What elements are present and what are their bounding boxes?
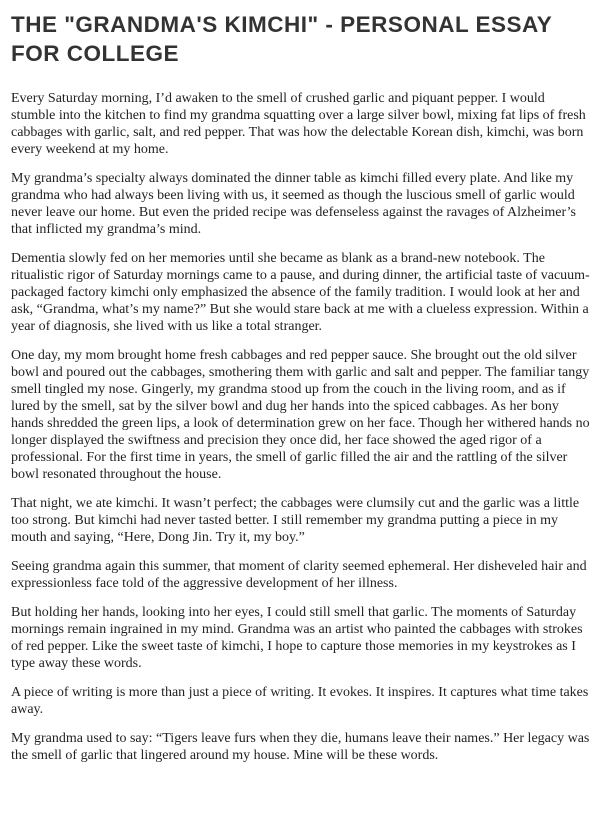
essay-paragraph-7: But holding her hands, looking into her eyes, I could still smell that garlic. The moments of Saturday mornings remain ingrained in my mind. Grandma was an artist who painted the cabbages with strokes of red pepper. Like the sweet taste of kimchi, I hope to capture those memories in my keystrokes as I type away these words. — [11, 605, 583, 671]
essay-paragraph-3: Dementia slowly fed on her memories until she became as blank as a brand-new notebook. The ritualistic rigor of Saturday mornings came to a pause, and during dinner, the artificial taste of vacuum-packaged factory kimchi only emphasized the absence of the family tradition. I would look at her and ask, “Grandma, what’s my name?” But she would stare back at me with a clueless expression. Within a year of diagnosis, she lived with us like a total stranger. — [11, 251, 590, 334]
essay-paragraph-2: My grandma’s specialty always dominated the dinner table as kimchi filled every plate. And like my grandma who had always been living with us, it seemed as though the luscious smell of garlic would never leave our home. But even the prided recipe was defenseless against the ravages of Alzheimer’s that inflicted my grandma’s mind. — [11, 171, 576, 237]
essay-paragraph-5: That night, we ate kimchi. It wasn’t perfect; the cabbages were clumsily cut and the garlic was a little too strong. But kimchi had never tasted better. I still remember my grandma putting a piece in my mouth and saying, “Here, Dong Jin. Try it, my boy.” — [11, 496, 580, 545]
essay-paragraph-8: A piece of writing is more than just a piece of writing. It evokes. It inspires. It captures what time takes away. — [11, 685, 589, 717]
essay-article — [11, 10, 591, 776]
essay-paragraph-9: My grandma used to say: “Tigers leave furs when they die, humans leave their names.” Her legacy was the smell of garlic that lingered around my house. Mine will be these words. — [11, 731, 590, 763]
essay-paragraph-1: Every Saturday morning, I’d awaken to the smell of crushed garlic and piquant pepper. I would stumble into the kitchen to find my grandma squatting over a large silver bowl, mixing fat lips of fresh cabbages with garlic, salt, and red pepper. That was how the delectable Korean dish, kimchi, was born every weekend at my home. — [11, 91, 586, 157]
essay-title: THE "GRANDMA'S KIMCHI" - PERSONAL ESSAY FOR COLLEGE — [11, 12, 552, 66]
essay-paragraph-6: Seeing grandma again this summer, that moment of clarity seemed ephemeral. Her disheveled hair and expressionless face told of the aggressive development of her illness. — [11, 559, 587, 591]
essay-paragraph-4: One day, my mom brought home fresh cabbages and red pepper sauce. She brought out the old silver bowl and poured out the cabbages, smothering them with garlic and salt and pepper. The familiar tangy smell tingled my nose. Gingerly, my grandma stood up from the couch in the living room, and as if lured by the smell, sat by the silver bowl and dug her hands into the spiced cabbages. As her bony hands shredded the green lips, a look of determination grew on her face. Though her withered hands no longer displayed the swiftness and precision they once did, her face showed the aged rigor of a professional. For the first time in years, the smell of garlic filled the air and the rattling of the silver bowl resonated throughout the house. — [11, 348, 590, 482]
